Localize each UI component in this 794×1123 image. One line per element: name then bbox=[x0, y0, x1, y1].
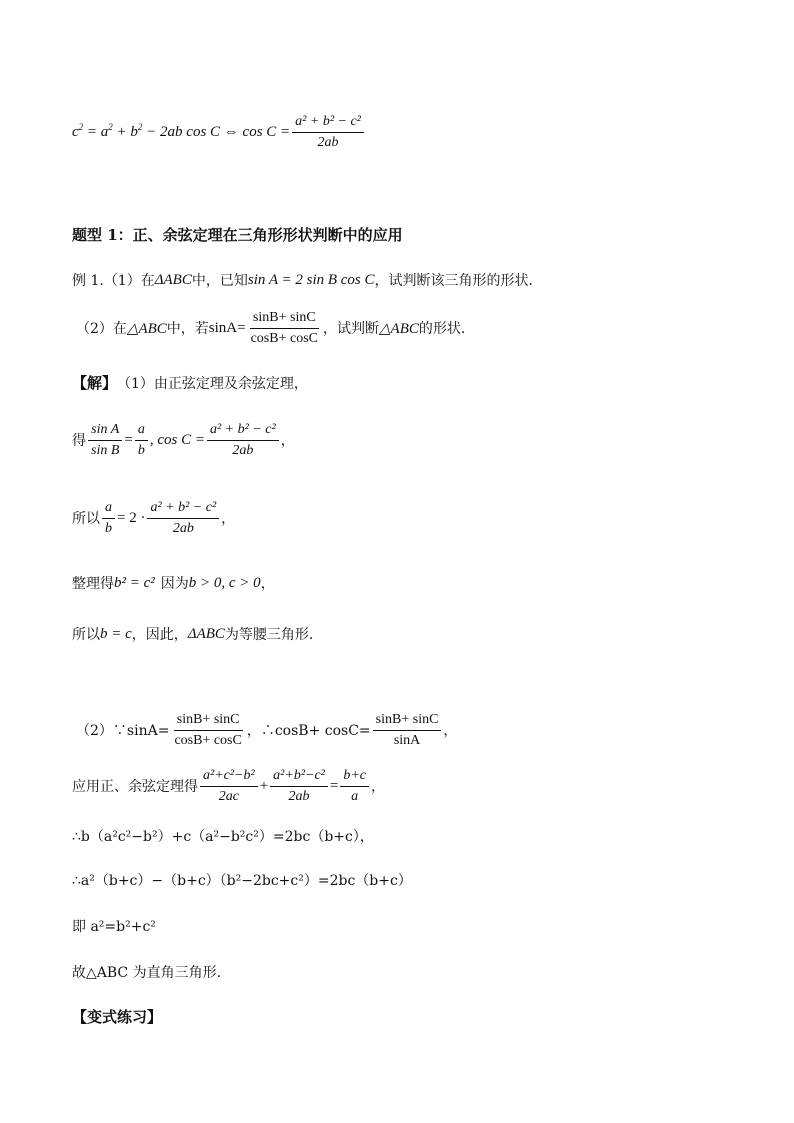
formula-fraction: $\frac{\text{a² + b² − c²}}{2ab}$ bbox=[292, 114, 364, 151]
solution-part2-line-6: 故△ABC 为直角三角形. bbox=[72, 965, 222, 981]
solution-line-2: 得 $\frac{\text{sin A}}{\text{sin B}}$ = $\frac{a}{b}$ , cos C = $\frac{\text{a² + b² − c²}}{2ab}$ ， bbox=[72, 421, 295, 458]
section-heading: 题型 1：正、余弦定理在三角形形状判断中的应用 bbox=[72, 226, 403, 244]
solution-line-3: 所以 $\frac{a}{b}$ = 2 · $\frac{\text{a² + b² − c²}}{2ab}$ ， bbox=[72, 499, 236, 536]
solution-part2-line-3: ∴b（a²c²−b²）+c（a²−b²c²）=2bc（b+c）， bbox=[72, 829, 374, 845]
solution-line-5: 所以 b = c ，因此， ΔABC 为等腰三角形． bbox=[72, 625, 323, 643]
solution-label: 【解】 bbox=[72, 374, 118, 392]
solution-line-4: 整理得 b² = c² 因为 b > 0, c > 0 ， bbox=[72, 574, 275, 592]
solution-part2-line-2: 应用正、余弦定理得 $\frac{\text{a²+c²−b²}}{2ac}$ + $\frac{\text{a²+b²−c²}}{2ab}$ = $\frac{b+c}{a}$ ， bbox=[72, 767, 386, 804]
example-part-2: （2）在 △ABC 中，若 sinA= $\frac{\sin B+ \sin C}{\cos B+ \cos C}$ ，试判断 △ABC 的形状. bbox=[76, 309, 466, 346]
solution-part2-line-5: 即 a²=b²+c² bbox=[72, 919, 156, 935]
solution-part2-line-4: ∴a²（b+c）−（b+c）（b²−2bc+c²）=2bc（b+c） bbox=[72, 873, 412, 889]
example-part-1: 例 1.（1）在 ΔABC 中，已知 sin A = 2 sin B cos C ，试判断该三角形的形状． bbox=[72, 271, 543, 289]
formula-lhs: $c^2 = a^2 + b^2 - 2ab$ cos C ⇔ cos C = bbox=[72, 121, 291, 140]
solution-part2-line-1: （2）∵sinA= $\frac{\sin B+ \sin C}{\cos B+ \cos C}$ ，∴cosB+ cosC= $\frac{\sin B+ \sin C}{\sin A}$ ， bbox=[76, 711, 458, 748]
solution-line-1: 【解】 （1）由正弦定理及余弦定理， bbox=[72, 374, 308, 392]
example-fraction: $\frac{\sin B+ \sin C}{\cos B+ \cos C}$ bbox=[250, 309, 318, 346]
practice-heading: 【变式练习】 bbox=[72, 1008, 163, 1026]
cosine-law-formula bbox=[72, 112, 366, 152]
